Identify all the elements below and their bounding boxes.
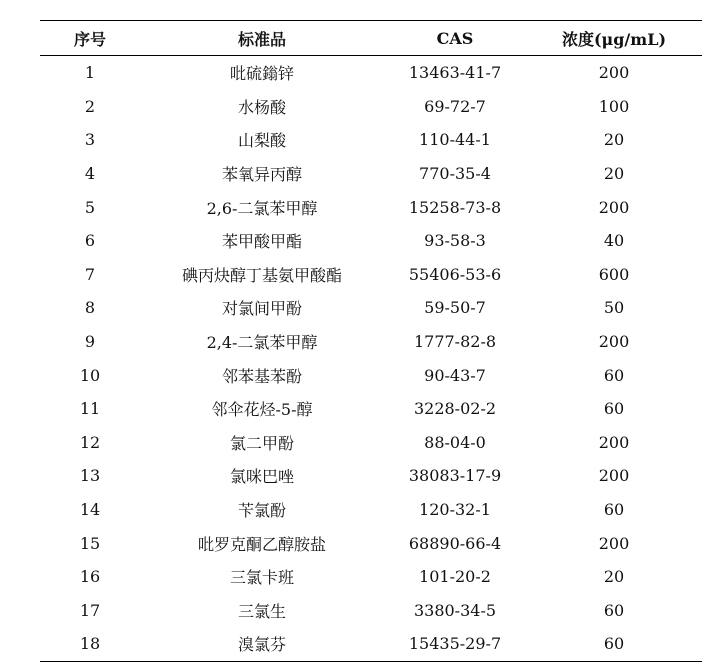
cell-no: 18 <box>40 627 140 661</box>
cell-cas: 93-58-3 <box>424 231 486 251</box>
cell-cas: 69-72-7 <box>424 96 486 116</box>
cell-cas: 110-44-1 <box>419 130 491 150</box>
cell-no: 3 <box>84 130 96 150</box>
table-row <box>40 190 702 224</box>
cell-no: 6 <box>84 231 96 251</box>
cell-concentration: 20 <box>603 130 625 150</box>
cell-name: 2,4-二氯苯甲醇 <box>206 333 318 353</box>
header-name: 标准品 <box>140 21 384 56</box>
cell-cas: 68890-66-4 <box>408 533 502 553</box>
table-row <box>40 526 702 560</box>
cell-no: 16 <box>79 567 101 587</box>
table-header <box>40 21 702 56</box>
cell-name: 氯咪巴唑 <box>229 467 294 487</box>
cell-no: 1 <box>84 63 96 83</box>
header-concentration: 浓度(μg/mL) <box>526 21 702 56</box>
cell-name: 苄氯酚 <box>237 501 286 521</box>
cell-concentration: 200 <box>598 432 630 452</box>
cell-name: 2,6-二氯苯甲醇 <box>206 198 318 218</box>
standards-table <box>40 20 702 662</box>
cell-cas: 38083-17-9 <box>408 466 502 486</box>
cell-concentration: 60 <box>603 365 625 385</box>
cell-no: 10 <box>79 365 101 385</box>
table-row <box>40 459 702 493</box>
table-row <box>40 291 702 325</box>
table-row <box>40 358 702 392</box>
cell-cas: 15435-29-7 <box>384 627 526 661</box>
cell-cas: 3228-02-2 <box>413 399 497 419</box>
cell-no: 13 <box>79 466 101 486</box>
cell-cas: 13463-41-7 <box>408 63 502 83</box>
table-row <box>40 560 702 594</box>
cell-name: 苯甲酸甲酯 <box>221 232 302 252</box>
cell-concentration: 20 <box>603 567 625 587</box>
cell-concentration: 100 <box>598 96 630 116</box>
cell-name: 邻苯基苯酚 <box>221 366 302 386</box>
cell-no: 14 <box>79 500 101 520</box>
cell-no: 11 <box>79 399 101 419</box>
cell-cas: 1777-82-8 <box>413 332 497 352</box>
cell-name: 碘丙炔醇丁基氨甲酸酯 <box>181 265 342 285</box>
cell-name: 吡硫鎓锌 <box>229 64 294 84</box>
cell-no: 2 <box>84 96 96 116</box>
cell-concentration: 60 <box>603 600 625 620</box>
cell-name: 三氯生 <box>237 601 286 621</box>
cell-concentration: 600 <box>598 264 630 284</box>
header-row <box>40 21 702 56</box>
table-row <box>40 56 702 90</box>
table-row <box>40 90 702 124</box>
cell-name: 氯二甲酚 <box>229 433 294 453</box>
table-row <box>40 392 702 426</box>
cell-cas: 90-43-7 <box>424 365 486 385</box>
table-row <box>40 594 702 628</box>
cell-concentration: 60 <box>526 627 702 661</box>
cell-cas: 59-50-7 <box>424 298 486 318</box>
cell-cas: 120-32-1 <box>419 500 491 520</box>
table-row <box>40 493 702 527</box>
cell-concentration: 200 <box>598 332 630 352</box>
cell-concentration: 200 <box>598 466 630 486</box>
cell-name: 邻伞花烃-5-醇 <box>211 400 313 420</box>
cell-name: 水杨酸 <box>237 97 286 117</box>
table-row <box>40 627 702 661</box>
cell-no: 15 <box>79 533 101 553</box>
cell-name: 三氯卡班 <box>229 568 294 588</box>
header-cas: CAS <box>384 21 526 56</box>
table-body <box>40 56 702 662</box>
cell-concentration: 40 <box>603 231 625 251</box>
cell-name: 吡罗克酮乙醇胺盐 <box>197 534 326 554</box>
cell-no: 7 <box>84 264 96 284</box>
table-row <box>40 123 702 157</box>
cell-name: 对氯间甲酚 <box>221 299 302 319</box>
cell-concentration: 200 <box>598 533 630 553</box>
cell-name: 山梨酸 <box>237 131 286 151</box>
cell-no: 4 <box>84 164 96 184</box>
cell-no: 12 <box>79 432 101 452</box>
cell-concentration: 60 <box>603 399 625 419</box>
cell-cas: 101-20-2 <box>419 567 491 587</box>
table-row <box>40 325 702 359</box>
table-row <box>40 224 702 258</box>
cell-cas: 88-04-0 <box>424 432 486 452</box>
table-row <box>40 258 702 292</box>
cell-no: 17 <box>79 600 101 620</box>
cell-cas: 3380-34-5 <box>413 600 497 620</box>
cell-name: 溴氯芬 <box>140 627 384 661</box>
cell-no: 8 <box>84 298 96 318</box>
cell-cas: 770-35-4 <box>419 164 491 184</box>
cell-cas: 15258-73-8 <box>408 197 502 217</box>
cell-no: 9 <box>84 332 96 352</box>
table-row <box>40 157 702 191</box>
cell-concentration: 200 <box>598 63 630 83</box>
header-no: 序号 <box>40 21 140 56</box>
cell-concentration: 50 <box>603 298 625 318</box>
cell-name: 苯氧异丙醇 <box>221 165 302 185</box>
standards-table-container <box>40 20 702 662</box>
table-row <box>40 426 702 460</box>
cell-concentration: 200 <box>598 197 630 217</box>
cell-concentration: 20 <box>603 164 625 184</box>
cell-concentration: 60 <box>603 500 625 520</box>
cell-no: 5 <box>84 197 96 217</box>
cell-cas: 55406-53-6 <box>408 264 502 284</box>
